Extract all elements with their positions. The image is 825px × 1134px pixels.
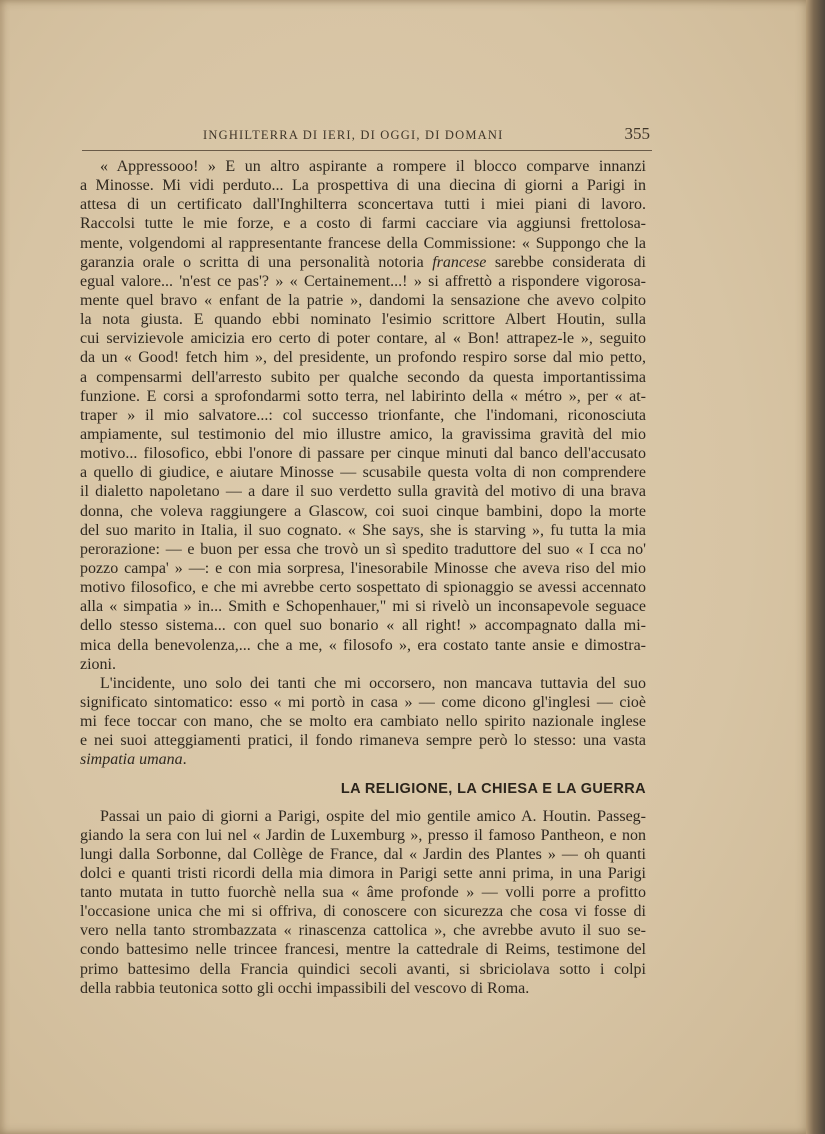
text-line: a quello di giudice, e aiutare Minosse — scusabile questa volta di non comprendere bbox=[80, 464, 646, 482]
text-line-with-italic bbox=[80, 253, 646, 272]
text-line: pozzo campa' » —: e con mia sorpresa, l'inesorabile Minosse che aveva riso del mio bbox=[80, 559, 646, 577]
text-line: motivo... filosofico, ebbi l'onore di passare per cinque minuti dal banco dell'accusato bbox=[80, 445, 646, 463]
text-fragment: garanzia orale o scritta di una personalità notoria bbox=[80, 253, 433, 271]
text-line: mente quel bravo « enfant de la patrie », dandomi la sensazione che avevo colpito bbox=[80, 291, 646, 309]
text-line: a compensarmi dell'arresto subito per qualche secondo da questa importantissima bbox=[80, 368, 646, 386]
text-line: alla « simpatia » in... Smith e Schopenhauer," mi si rivelò un inconsapevole seguace bbox=[80, 598, 646, 616]
text-line: attesa di un certificato dall'Inghilterra sconcertava tutti i miei piani di lavoro. bbox=[80, 196, 646, 214]
text-line: mente, volgendomi al rappresentante francese della Commissione: « Suppongo che la bbox=[80, 234, 646, 252]
text-fragment: sarebbe considerata di bbox=[486, 253, 646, 271]
text-line: la nota giusta. E quando ebbi nominato l'esimio scrittore Albert Houtin, sulla bbox=[80, 311, 646, 329]
text-line: giando la sera con lui nel « Jardin de Luxemburg », presso il famoso Pantheon, e non bbox=[80, 826, 646, 844]
page-number: 355 bbox=[624, 124, 650, 143]
text-line: perorazione: — e buon per essa che trovò un sì spedito traduttore del suo « I cca no' bbox=[80, 540, 646, 558]
text-line: ampiamente, sul testimonio del mio illustre amico, la gravissima gravità del mio bbox=[80, 425, 646, 443]
text-line: a Minosse. Mi vidi perduto... La prospettiva di una diecina di giorni a Parigi in bbox=[80, 177, 646, 195]
page-edge-shadow bbox=[806, 0, 825, 1134]
text-line: lungi dalla Sorbonne, dal Collège de France, dal « Jardin des Plantes » — oh quanti bbox=[80, 845, 646, 863]
text-line: funzione. E corsi a sprofondarmi sotto terra, nel labirinto della « métro », per « at- bbox=[80, 387, 646, 405]
page-header bbox=[82, 118, 652, 151]
text-line: egual valore... 'n'est ce pas'? » « Certainement...! » si affrettò a rispondere vigorosa- bbox=[80, 272, 646, 290]
text-line: donna, che voleva raggiungere a Glascow, coi suoi cinque bambini, dopo la morte bbox=[80, 502, 646, 520]
body-text bbox=[80, 157, 646, 998]
text-line: della rabbia teutonica sotto gli occhi impassibili del vescovo di Roma. bbox=[80, 979, 530, 997]
text-line: mi fece toccar con mano, che se molto era cambiato nello spirito nazionale inglese bbox=[80, 713, 646, 731]
text-line: del suo marito in Italia, il suo cognato. « She says, she is starving », fu tutta la mia bbox=[80, 521, 646, 539]
text-line: il dialetto napoletano — a dare il suo verdetto sulla gravità del motivo di una brava bbox=[80, 483, 646, 501]
italic-phrase: simpatia umana bbox=[80, 751, 183, 769]
text-line: dello stesso sistema... con quel suo bonario « all right! » accompagnato dalla mi- bbox=[80, 617, 646, 635]
text-line: e nei suoi atteggiamenti pratici, il fondo rimaneva sempre però lo stesso: una vasta bbox=[80, 732, 646, 750]
text-line: significato sintomatico: esso « mi portò in casa » — come dicono gl'inglesi — cioè bbox=[80, 693, 646, 711]
italic-word: francese bbox=[432, 253, 487, 271]
text-line-italic: simpatia umana. bbox=[80, 751, 187, 769]
text-line: condo battesimo nelle trincee francesi, mentre la cattedrale di Reims, testimone del bbox=[80, 941, 646, 959]
text-line: l'occasione unica che mi si offriva, di conoscere con sicurezza che cosa vi fosse di bbox=[80, 903, 646, 921]
text-line: traper » il mio salvatore...: col successo trionfante, che l'indomani, riconosciuta bbox=[80, 406, 646, 424]
text-line: primo battesimo della Francia quindici secoli avanti, si sbriciolava sotto i colpi bbox=[80, 960, 646, 978]
text-line: « Appressooo! » E un altro aspirante a rompere il blocco comparve innanzi bbox=[100, 158, 646, 175]
text-line: tanto mutata in tutto fuorchè nella sua « âme profonde » — volli porre a profitto bbox=[80, 884, 646, 902]
text-line: vero nella tanto strombazzata « rinascenza cattolica », che avrebbe avuto il suo se- bbox=[80, 922, 646, 940]
text-line: motivo filosofico, e che mi avrebbe certo sospettato di spionaggio se avessi accennato bbox=[80, 579, 646, 597]
text-line: mica della benevolenza,... che a me, « filosofo », era costato tante ansie e dimostra- bbox=[80, 636, 646, 654]
text-line: da un « Good! fetch him », del presidente, un profondo respiro sorse dal mio petto, bbox=[80, 349, 646, 367]
running-head: INGHILTERRA DI IERI, DI OGGI, DI DOMANI bbox=[203, 128, 504, 142]
text-line: cui servizievole amicizia ero certo di poter contare, al « Bon! attrapez-le », seguito bbox=[80, 330, 646, 348]
text-line: Raccolsi tutte le mie forze, e a costo di farmi cacciare via aggiunsi frettolosa- bbox=[80, 215, 646, 233]
section-heading: LA RELIGIONE, LA CHIESA E LA GUERRA bbox=[340, 780, 646, 797]
text-line: zioni. bbox=[80, 655, 116, 673]
text-line: Passai un paio di giorni a Parigi, ospite del mio gentile amico A. Houtin. Passeg- bbox=[100, 807, 646, 825]
text-line: dolci e quanti tristi ricordi della mia dimora in Parigi sette anni prima, in una Parigi bbox=[80, 864, 646, 882]
text-line: L'incidente, uno solo dei tanti che mi occorsero, non mancava tuttavia del suo bbox=[100, 674, 646, 692]
